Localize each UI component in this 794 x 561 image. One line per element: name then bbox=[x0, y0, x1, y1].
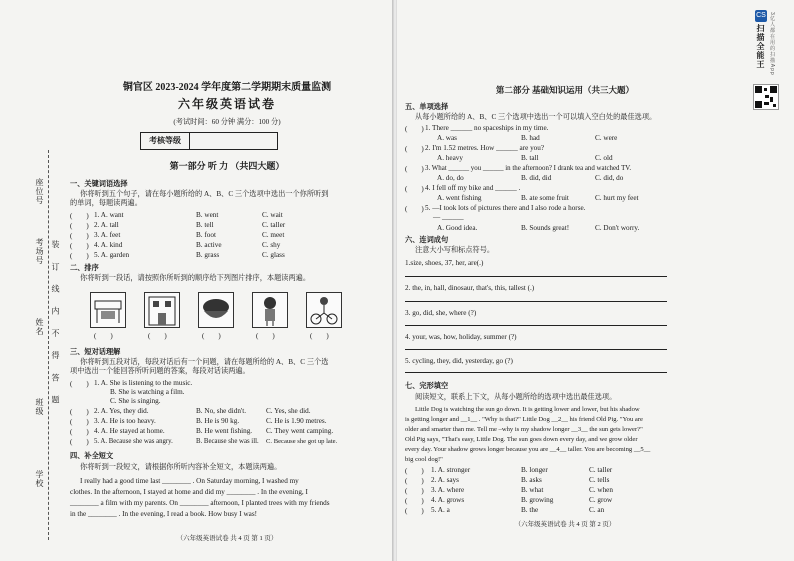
page-1 bbox=[0, 0, 393, 561]
s5-opt-b: B. did, did bbox=[521, 174, 552, 182]
s7-opt-b: B. the bbox=[521, 506, 539, 514]
answer-paren[interactable]: ( ) bbox=[405, 467, 424, 475]
picture-cyclist bbox=[306, 292, 342, 328]
answer-line[interactable] bbox=[405, 349, 667, 350]
s7-title: 七、完形填空 bbox=[405, 382, 449, 390]
answer-paren[interactable]: ( ) bbox=[405, 165, 424, 173]
desk-chairs-icon bbox=[91, 293, 125, 327]
s3-opt-a: 3. A. He is too heavy. bbox=[94, 417, 156, 425]
grade-label: 考核等级 bbox=[141, 133, 190, 149]
s5-opt-a: A. was bbox=[437, 134, 457, 142]
s5-opt-a: A. heavy bbox=[437, 154, 463, 162]
s7-opt-c: C. when bbox=[589, 486, 613, 494]
s1-opt-a: 3. A. feet bbox=[94, 231, 121, 239]
s1-title: 一、关键词语选择 bbox=[70, 180, 128, 188]
girl-icon bbox=[253, 293, 287, 327]
page-footer: （六年级英语试卷 共 4 页 第 1 页） bbox=[176, 535, 278, 542]
s3-opt-a: 4. A. He stayed at home. bbox=[94, 427, 165, 435]
answer-paren[interactable]: ( ) bbox=[70, 380, 89, 388]
s1-opt-c: C. taller bbox=[262, 221, 286, 229]
s3-opt-b: B. No, she didn't. bbox=[196, 407, 247, 415]
s5-opt-c: C. Don't worry. bbox=[595, 224, 640, 232]
s7-opt-a: 2. A. says bbox=[431, 476, 459, 484]
page-2 bbox=[397, 0, 794, 561]
s5-opt-b: B. ate some fruit bbox=[521, 194, 569, 202]
s1-opt-c: C. wait bbox=[262, 211, 283, 219]
s4-passage-line: ________ a film with my parents. On ________ afternoon, I planted trees with my friends bbox=[70, 499, 330, 507]
s7-opt-a: 1. A. stronger bbox=[431, 466, 471, 474]
answer-paren[interactable]: ( ) bbox=[70, 408, 89, 416]
part2-title: 第二部分 基础知识运用（共三大题） bbox=[495, 85, 635, 95]
exam-title: 铜官区 2023-2024 学年度第二学期期末质量监测 bbox=[122, 82, 332, 93]
s1-opt-b: B. foot bbox=[196, 231, 216, 239]
s5-opt-c: C. did, do bbox=[595, 174, 624, 182]
s2-instr: 你将听到一段话，请按照你所听到的顺序给下列图片排序，本题读两遍。 bbox=[80, 274, 311, 282]
s4-instr: 你将听到一段短文，请根据你所听内容补全短文，本题读两遍。 bbox=[80, 463, 282, 471]
exam-subtitle: 六年级英语试卷 bbox=[177, 97, 276, 111]
scanner-brand: 扫描全能王 bbox=[756, 24, 765, 69]
s3-title: 三、短对话理解 bbox=[70, 348, 121, 356]
answer-paren[interactable]: ( ) bbox=[405, 507, 424, 515]
s3-opt-c: C. They went camping. bbox=[266, 427, 334, 435]
s5-opt-b: B. Sounds great! bbox=[521, 224, 570, 232]
bowl-icon bbox=[199, 293, 233, 327]
s4-passage-line: in the ________ . In the evening, I read a book. How busy I was! bbox=[70, 510, 258, 518]
school-label: 学校 bbox=[35, 470, 44, 488]
s7-passage-line: older and smarter than me. Tell me –why is my shadow longer __3__ the sun gets lower?" bbox=[405, 426, 643, 433]
s5-opt-c: C. old bbox=[595, 154, 613, 162]
s6-title: 六、连词成句 bbox=[405, 236, 449, 244]
s7-instr: 阅读短文，联系上下文，从每小题所给的选项中选出最佳选项。 bbox=[415, 393, 617, 401]
answer-paren[interactable]: ( ) bbox=[405, 487, 424, 495]
s7-opt-b: B. asks bbox=[521, 476, 542, 484]
picture-building bbox=[144, 292, 180, 328]
s3-opt-a: 5. A. Because she was angry. bbox=[94, 438, 173, 445]
s5-title: 五、单项选择 bbox=[405, 103, 449, 111]
s3-opt-b: B. Because she was ill. bbox=[196, 438, 259, 445]
answer-paren[interactable]: ( ) bbox=[310, 332, 329, 340]
s5-opt-a: A. do, do bbox=[437, 174, 464, 182]
s3-instr2: 项中选出一个能回答所听问题的答案，每段对话读两遍。 bbox=[70, 367, 250, 375]
s7-opt-c: C. grow bbox=[589, 496, 613, 504]
s6-item: 5. cycling, they, did, yesterday, go (?) bbox=[405, 357, 513, 365]
grade-box bbox=[140, 132, 278, 150]
s3-opt-c: C. Yes, she did. bbox=[266, 407, 311, 415]
s7-opt-b: B. growing bbox=[521, 496, 554, 504]
s7-passage-line: Old Pig says, "That's easy, Little Dog. The sun goes down every day, and we grow older bbox=[405, 436, 638, 443]
part1-title: 第一部分 听 力 （共四大题） bbox=[169, 161, 285, 171]
building-icon bbox=[145, 293, 179, 327]
bicycle-icon bbox=[307, 293, 341, 327]
s2-title: 二、排序 bbox=[70, 264, 99, 272]
s7-opt-b: B. what bbox=[521, 486, 544, 494]
s7-passage-line: every day. Your shadow grows longer because you are __4__ taller. You are becoming __5__ bbox=[405, 446, 651, 453]
answer-paren[interactable]: ( ) bbox=[405, 205, 424, 213]
s1-opt-a: 5. A. garden bbox=[94, 251, 130, 259]
class-label: 班级 bbox=[35, 398, 44, 416]
s1-opt-a: 4. A. kind bbox=[94, 241, 123, 249]
s5-question: 4. I fell off my bike and ______ . bbox=[425, 184, 521, 192]
s7-opt-a: 3. A. where bbox=[431, 486, 465, 494]
seal-line bbox=[48, 150, 49, 540]
answer-paren[interactable]: ( ) bbox=[70, 222, 89, 230]
s4-passage-line: clothes. In the afternoon, I stayed at home and did my ________ . In the evening, I bbox=[70, 488, 308, 496]
s1-opt-c: C. shy bbox=[262, 241, 281, 249]
answer-line[interactable] bbox=[405, 276, 667, 277]
s6-instr: 注意大小写和标点符号。 bbox=[415, 246, 495, 254]
s1-opt-b: B. grass bbox=[196, 251, 220, 259]
exam-no-label: 考场号 bbox=[35, 238, 44, 265]
s1-instr2: 的单词，每题读两遍。 bbox=[70, 199, 142, 207]
answer-paren[interactable]: ( ) bbox=[148, 332, 167, 340]
page-footer: （六年级英语试卷 共 4 页 第 2 页） bbox=[514, 521, 616, 528]
answer-paren[interactable]: ( ) bbox=[405, 145, 424, 153]
s3-opt-a: 2. A. Yes, they did. bbox=[94, 407, 149, 415]
s6-item: 2. the, in, hall, dinosaur, that's, this, tallest (.) bbox=[405, 284, 535, 292]
s7-opt-a: 4. A. grows bbox=[431, 496, 465, 504]
s1-instr1: 你将听到五个句子，请在每小题所给的 A、B、C 三个选项中选出一个你所听到 bbox=[80, 190, 329, 198]
qr-code-icon bbox=[753, 84, 779, 110]
name-label: 姓名 bbox=[35, 318, 44, 336]
answer-paren[interactable]: ( ) bbox=[70, 212, 89, 220]
picture-girl bbox=[252, 292, 288, 328]
answer-paren[interactable]: ( ) bbox=[70, 418, 89, 426]
s3-q1-a: 1. A. She is listening to the music. bbox=[94, 379, 193, 387]
answer-paren[interactable]: ( ) bbox=[70, 252, 89, 260]
s1-opt-b: B. tell bbox=[196, 221, 214, 229]
s5-question-reply: — ______ bbox=[433, 213, 464, 221]
s1-opt-b: B. active bbox=[196, 241, 222, 249]
s6-item: 3. go, did, she, where (?) bbox=[405, 309, 477, 317]
s3-opt-b: B. He is 90 kg. bbox=[196, 417, 240, 425]
s5-instr: 从每小题所给的 A、B、C 三个选项中选出一个可以填入空白处的最佳选项。 bbox=[415, 113, 657, 121]
s5-opt-c: C. were bbox=[595, 134, 618, 142]
s3-q1-b: B. She is watching a film. bbox=[110, 388, 185, 396]
seal-line-text: 装 订 线 内 不 得 答 题 bbox=[51, 240, 60, 410]
s1-opt-b: B. went bbox=[196, 211, 219, 219]
answer-line[interactable] bbox=[405, 301, 667, 302]
s7-passage-line: Little Dog is watching the sun go down. It is getting lower and lower, but his shadow bbox=[415, 406, 640, 413]
s3-q1-c: C. She is singing. bbox=[110, 397, 161, 405]
s7-passage-line: big cool dog!" bbox=[405, 456, 443, 463]
s5-question: 3. What ______ you ______ in the afternoon? I drank tea and watched TV. bbox=[425, 165, 632, 172]
picture-desk-chairs bbox=[90, 292, 126, 328]
s1-opt-a: 2. A. tall bbox=[94, 221, 119, 229]
seat-label: 座位号 bbox=[35, 178, 44, 205]
s4-passage-line: I really had a good time last ________ . On Saturday morning, I washed my bbox=[80, 477, 299, 485]
answer-paren[interactable]: ( ) bbox=[256, 332, 275, 340]
answer-paren[interactable]: ( ) bbox=[94, 332, 113, 340]
s7-opt-c: C. tells bbox=[589, 476, 610, 484]
s1-opt-c: C. glass bbox=[262, 251, 285, 259]
answer-paren[interactable]: ( ) bbox=[405, 125, 424, 133]
s3-opt-c: C. Because she got up late. bbox=[266, 438, 338, 445]
s4-title: 四、补全短文 bbox=[70, 452, 114, 460]
answer-paren[interactable]: ( ) bbox=[70, 438, 89, 446]
answer-paren[interactable]: ( ) bbox=[405, 477, 424, 485]
s6-item: 1.size, shoes, 37, her, are(.) bbox=[405, 259, 484, 267]
s6-item: 4. your, was, how, holiday, summer (?) bbox=[405, 333, 517, 341]
s7-opt-b: B. longer bbox=[521, 466, 548, 474]
s5-opt-c: C. hurt my feet bbox=[595, 194, 639, 202]
s3-opt-b: B. He went fishing. bbox=[196, 427, 253, 435]
s5-opt-a: A. went fishing bbox=[437, 194, 482, 202]
s7-opt-a: 5. A. a bbox=[431, 506, 450, 514]
picture-bowl bbox=[198, 292, 234, 328]
s1-opt-a: 1. A. want bbox=[94, 211, 124, 219]
answer-paren[interactable]: ( ) bbox=[70, 428, 89, 436]
s5-question: 2. I'm 1.52 metres. How ______ are you? bbox=[425, 144, 545, 152]
s3-opt-c: C. He is 1.90 metres. bbox=[266, 417, 327, 425]
answer-paren[interactable]: ( ) bbox=[405, 497, 424, 505]
answer-paren[interactable]: ( ) bbox=[405, 185, 424, 193]
s7-opt-c: C. taller bbox=[589, 466, 613, 474]
s7-passage-line: is getting longer and __1__ . "Why is that?" Little Dog __2__ his friend Old Pig. "You are bbox=[405, 416, 643, 423]
answer-paren[interactable]: ( ) bbox=[70, 232, 89, 240]
s7-opt-c: C. an bbox=[589, 506, 605, 514]
answer-line[interactable] bbox=[405, 372, 667, 373]
binding-strip bbox=[0, 0, 62, 561]
s5-opt-b: B. tall bbox=[521, 154, 539, 162]
scanner-tagline: 3亿人都在用的扫描App bbox=[769, 12, 775, 76]
s5-opt-a: A. Good idea. bbox=[437, 224, 478, 232]
answer-paren[interactable]: ( ) bbox=[202, 332, 221, 340]
s5-opt-b: B. had bbox=[521, 134, 540, 142]
time-info: (考试时间：60 分钟 满分：100 分) bbox=[173, 118, 281, 126]
answer-paren[interactable]: ( ) bbox=[70, 242, 89, 250]
cs-logo-icon: CS bbox=[755, 10, 767, 22]
s5-question: 1. There ______ no spaceships in my time. bbox=[425, 124, 549, 132]
answer-line[interactable] bbox=[405, 325, 667, 326]
s5-question: 5. —I took lots of pictures there and I also rode a horse. bbox=[425, 204, 586, 212]
s1-opt-c: C. meet bbox=[262, 231, 285, 239]
s3-instr1: 你将听到五段对话，每段对话后有一个问题，请在每题所给的 A、B、C 三个选 bbox=[80, 358, 329, 366]
